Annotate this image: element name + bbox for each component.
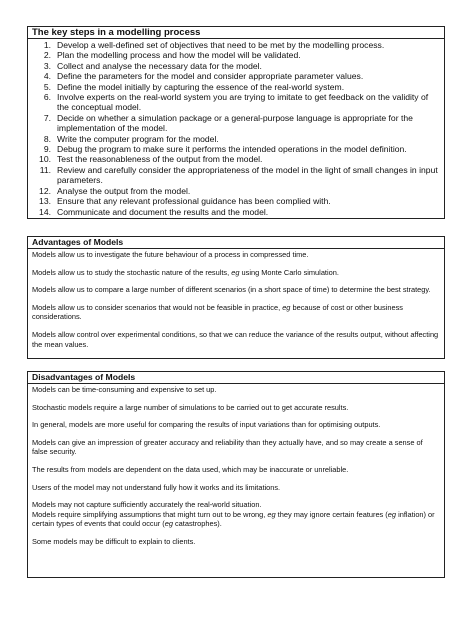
disadvantage-text: catastrophes). xyxy=(172,519,222,529)
list-item xyxy=(32,40,440,50)
list-item xyxy=(32,196,440,206)
advantages-box xyxy=(27,236,445,359)
disadvantage-emphasis: eg xyxy=(164,519,173,529)
advantage-text: Models allow us to compare a large number of different scenarios (in a short space of time) to determine the best strategy. xyxy=(32,285,431,295)
step-text: Plan the modelling process and how the model will be validated. xyxy=(57,50,301,61)
step-text: Write the computer program for the model. xyxy=(57,133,219,144)
disadvantage-text: they may ignore certain features ( xyxy=(275,509,388,519)
step-text: Involve experts on the real-world system you are trying to imitate to get feedback on the validity of the conceptual model. xyxy=(57,92,429,113)
disadvantage-text: Models may not capture sufficiently accurately the real-world situation. xyxy=(32,500,262,510)
step-number: 2. xyxy=(43,50,51,61)
list-item xyxy=(32,71,440,81)
advantage-paragraph xyxy=(32,268,440,278)
disadvantage-paragraph xyxy=(32,537,440,547)
disadvantage-text: Models can be time-consuming and expensive to set up. xyxy=(32,385,217,394)
advantage-emphasis: eg xyxy=(231,267,240,277)
list-item xyxy=(32,165,440,186)
advantage-text: Models allow us to investigate the future behaviour of a process in compressed time. xyxy=(32,250,309,259)
disadvantage-paragraph xyxy=(32,438,440,457)
list-item xyxy=(32,207,440,217)
step-text: Develop a well-defined set of objectives that need to be met by the modelling process. xyxy=(57,40,385,50)
list-item xyxy=(32,144,440,154)
disadvantages-body xyxy=(28,385,444,547)
step-text: Debug the program to make sure it performs the intended operations in the model definition. xyxy=(57,144,407,155)
list-item xyxy=(32,113,440,134)
disadvantage-text: The results from models are dependent on the data used, which may be inaccurate or unreliable. xyxy=(32,464,349,474)
advantage-text: Models allow control over experimental conditions, so that we can reduce the variance of the results output, without affecting the mean values. xyxy=(32,329,439,349)
advantage-text: because of cost or other business considerations. xyxy=(32,302,403,322)
step-number: 14. xyxy=(39,206,51,217)
disadvantage-paragraph xyxy=(32,465,440,475)
disadvantage-text: Stochastic models require a large number of simulations to be carried out to get accurate results. xyxy=(32,402,349,412)
step-text: Communicate and document the results and the model. xyxy=(57,206,269,217)
list-item xyxy=(32,154,440,164)
step-number: 8. xyxy=(43,133,51,144)
advantage-paragraph xyxy=(32,250,440,260)
disadvantages-box xyxy=(27,371,445,578)
advantages-body xyxy=(28,250,444,349)
advantage-emphasis: eg xyxy=(282,302,291,312)
step-text: Test the reasonableness of the output from the model. xyxy=(57,154,263,165)
list-item xyxy=(32,134,440,144)
step-text: Collect and analyse the necessary data for the model. xyxy=(57,60,262,71)
disadvantage-text: Users of the model may not understand fully how it works and its limitations. xyxy=(32,482,281,492)
step-text: Ensure that any relevant professional guidance has been complied with. xyxy=(57,196,331,207)
disadvantage-emphasis: eg xyxy=(267,509,276,519)
disadvantage-text: Models can give an impression of greater accuracy and reliability than they actually have, and so may create a sense of false security. xyxy=(32,437,423,457)
list-item xyxy=(32,82,440,92)
disadvantage-text: Models require simplifying assumptions that might turn out to be wrong, xyxy=(32,509,268,519)
step-number: 7. xyxy=(43,112,51,123)
step-number: 4. xyxy=(43,71,51,82)
step-text: Review and carefully consider the appropriateness of the model in the light of small changes in input parameters. xyxy=(57,164,438,186)
disadvantage-text: Some models may be difficult to explain to clients. xyxy=(32,536,196,546)
key-steps-list xyxy=(28,40,444,217)
disadvantage-paragraph xyxy=(32,420,440,430)
step-number: 13. xyxy=(39,196,51,207)
step-number: 6. xyxy=(43,92,51,103)
disadvantage-text: In general, models are more useful for comparing the results of input variations than for optimising outputs. xyxy=(32,420,381,430)
advantage-paragraph xyxy=(32,330,440,349)
disadvantage-paragraph xyxy=(32,403,440,413)
step-number: 1. xyxy=(43,40,51,50)
step-text: Analyse the output from the model. xyxy=(57,185,191,196)
advantage-paragraph xyxy=(32,303,440,322)
key-steps-title: The key steps in a modelling process xyxy=(28,27,444,39)
step-text: Define the parameters for the model and consider appropriate parameter values. xyxy=(57,71,364,82)
disadvantage-paragraph xyxy=(32,500,440,510)
step-text: Define the model initially by capturing the essence of the real-world system. xyxy=(57,81,345,92)
step-number: 5. xyxy=(43,81,51,92)
step-text: Decide on whether a simulation package or a general-purpose language is appropriate for the implementation of the model. xyxy=(57,112,413,134)
disadvantage-paragraph xyxy=(32,483,440,493)
list-item xyxy=(32,50,440,60)
disadvantage-paragraph xyxy=(32,510,440,529)
step-number: 11. xyxy=(39,164,51,175)
advantage-paragraph xyxy=(32,285,440,295)
step-number: 12. xyxy=(39,185,51,196)
advantage-text: using Monte Carlo simulation. xyxy=(239,267,339,277)
list-item xyxy=(32,61,440,71)
step-number: 9. xyxy=(43,144,51,155)
advantage-text: Models allow us to consider scenarios that would not be feasible in practice, xyxy=(32,302,283,312)
key-steps-box xyxy=(27,26,445,219)
advantage-text: Models allow us to study the stochastic nature of the results, xyxy=(32,267,232,277)
list-item xyxy=(32,186,440,196)
step-number: 10. xyxy=(39,154,51,165)
disadvantage-emphasis: eg xyxy=(387,509,397,519)
list-item xyxy=(32,92,440,113)
step-number: 3. xyxy=(43,60,51,71)
advantages-title: Advantages of Models xyxy=(28,237,444,249)
disadvantage-text: inflation) or certain types of events that could occur ( xyxy=(32,509,435,529)
disadvantages-title: Disadvantages of Models xyxy=(28,372,444,384)
disadvantage-paragraph xyxy=(32,385,440,395)
